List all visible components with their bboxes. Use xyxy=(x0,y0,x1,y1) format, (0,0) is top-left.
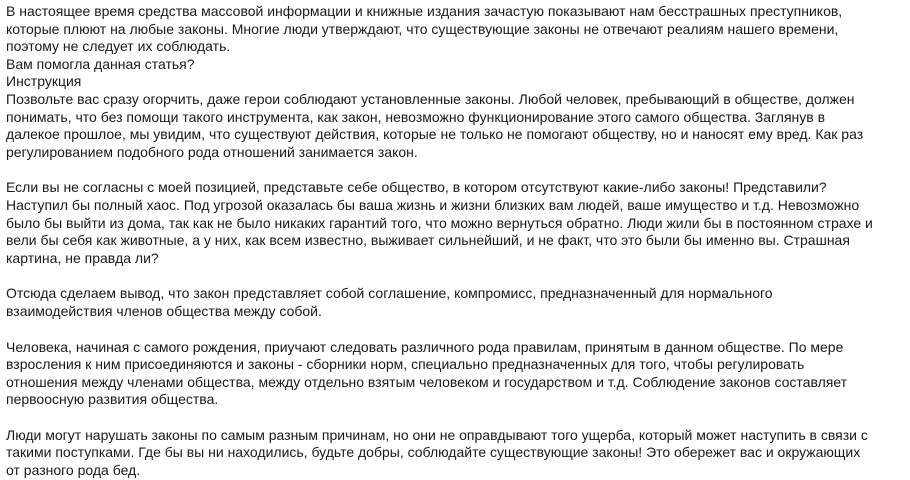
paragraph-line: такими поступками. Где бы вы ни находились, будьте добры, соблюдайте существующие законы! Это обережет вас и окружающих xyxy=(6,444,861,461)
article-paragraph xyxy=(6,179,904,267)
article-paragraph xyxy=(6,285,904,320)
intro-paragraph xyxy=(6,3,904,56)
paragraph-line: Люди могут нарушать законы по самым разным причинам, но они не оправдывают того ущерба, который может наступить в связи с xyxy=(6,426,868,443)
article-paragraph xyxy=(6,339,904,409)
paragraph-line: Отсюда сделаем вывод, что закон представляет собой соглашение, компромисс, предназначенный для нормального xyxy=(6,285,773,302)
paragraph-line: Человека, начиная с самого рождения, приучают следовать различного рода правилам, принятым в данном обществе. По мере xyxy=(6,338,844,355)
intro-line: поэтому не следует их соблюдать. xyxy=(6,38,231,55)
instruction-heading-text: Инструкция xyxy=(6,73,82,90)
paragraph-gap xyxy=(6,161,904,179)
paragraph-gap xyxy=(6,409,904,427)
helpful-question-text: Вам помогла данная статья? xyxy=(6,55,195,72)
paragraph-gap xyxy=(6,321,904,339)
article-paragraph xyxy=(6,427,904,480)
paragraph-line: регулированием подобного рода отношений занимается закон. xyxy=(6,143,418,160)
paragraph-line: Если вы не согласны с моей позицией, представьте себе общество, в котором отсутствуют какие-либо законы! Представили? xyxy=(6,179,827,196)
paragraph-line: далекое прошлое, мы увидим, что существуют действия, которые не только не помогают обществу, но и наносят ему вред. Как раз xyxy=(6,126,864,143)
article-paragraph xyxy=(6,91,904,161)
paragraph-line: первоосную развития общества. xyxy=(6,391,219,408)
paragraph-line: взаимодействия членов общества между собой. xyxy=(6,302,322,319)
intro-line: которые плюют на любые законы. Многие люди утверждают, что существующие законы не отвечают реалиям нашего времени, xyxy=(6,20,839,37)
paragraph-line: Наступил бы полный хаос. Под угрозой оказалась бы ваша жизнь и жизни близких вам людей, ваше имущество и т.д. Невозможно xyxy=(6,196,860,213)
paragraph-gap xyxy=(6,267,904,285)
paragraph-line: понимать, что без помощи такого инструмента, как закон, невозможно функционирование этого самого общества. Заглянув в xyxy=(6,108,826,125)
paragraph-line: вели бы себя как животные, а у них, как всем известно, выживает сильнейший, и не факт, что это были бы именно вы. Страшная xyxy=(6,232,850,249)
intro-line: В настоящее время средства массовой информации и книжные издания зачастую показывают нам бесстрашных преступников, xyxy=(6,3,843,19)
instruction-heading xyxy=(6,73,904,91)
paragraph-line: было бы выйти из дома, так как не было никаких гарантий того, что можно вернуться обратно. Люди жили бы в постоянном страхе и xyxy=(6,214,873,231)
paragraph-line: Позвольте вас сразу огорчить, даже герои соблюдают установленные законы. Любой человек, пребывающий в обществе, должен xyxy=(6,90,855,107)
helpful-question xyxy=(6,56,904,74)
paragraph-line: взросления к ним присоединяются и законы - сборники норм, специально предназначенных для того, чтобы регулировать xyxy=(6,356,805,373)
paragraph-line: картина, не правда ли? xyxy=(6,249,159,266)
paragraph-line: от разного рода бед. xyxy=(6,462,141,479)
paragraph-line: отношения между членами общества, между отдельно взятым человеком и государством и т.д. Соблюдение законов составляет xyxy=(6,373,848,390)
